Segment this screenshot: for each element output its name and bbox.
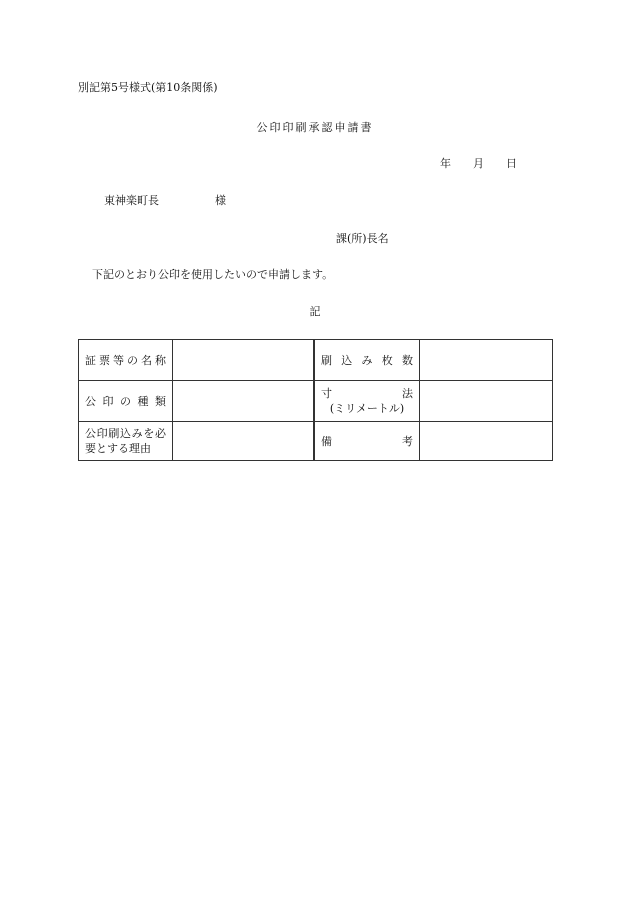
month-label: 月 [473,157,484,170]
form-number: 別記第5号様式(第10条関係) [78,81,218,94]
remarks-field[interactable] [420,422,553,461]
remarks-label: 備考 [314,422,420,461]
date-line [440,157,517,171]
reason-field[interactable] [173,422,315,461]
table-row [79,340,553,381]
reason-label: 公印刷込みを必 要とする理由 [79,422,173,461]
dimensions-unit: (ミリメートル) [329,402,405,415]
ki-heading: 記 [309,305,321,318]
addressee-honorific: 様 [215,194,226,207]
document-title: 公印印刷承認申請書 [256,121,374,134]
day-label: 日 [506,157,517,170]
print-count-field[interactable] [420,340,553,381]
body-text: 下記のとおり公印を使用したいので申請します。 [92,268,334,281]
applicant-label: 課(所)長名 [336,232,389,245]
certificate-name-label: 証票等の名称 [79,340,173,381]
table-row [79,381,553,422]
seal-type-label: 公印の種類 [79,381,173,422]
dimensions-field[interactable] [420,381,553,422]
print-count-label: 刷込み枚数 [314,340,420,381]
addressee-line [104,194,226,208]
seal-type-field[interactable] [173,381,315,422]
certificate-name-field[interactable] [173,340,315,381]
addressee-name: 東神楽町長 [104,194,159,207]
table-row [79,422,553,461]
dimensions-label: 寸法 (ミリメートル) [314,381,420,422]
year-label: 年 [440,157,451,170]
application-table [78,339,553,461]
